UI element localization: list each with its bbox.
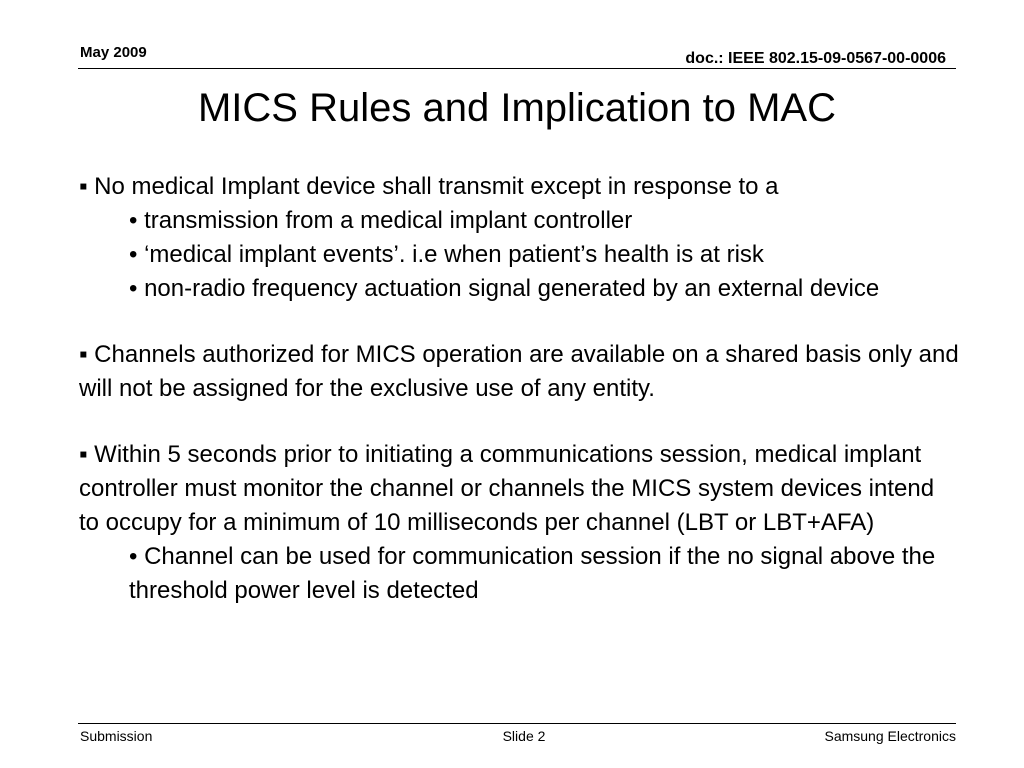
spacer (79, 306, 959, 338)
footer-submission: Submission (80, 728, 153, 744)
slide-body (79, 170, 959, 608)
slide-title: MICS Rules and Implication to MAC (197, 86, 836, 130)
bullet-1-sub-2: • ‘medical implant events’. i.e when patient’s health is at risk (129, 241, 764, 268)
spacer (79, 406, 959, 438)
bullet-1-sub-3: • non-radio frequency actuation signal generated by an external device (129, 275, 880, 302)
bullet-1-sub-1: • transmission from a medical implant controller (129, 207, 633, 234)
bullet-3: ▪ Within 5 seconds prior to initiating a communications session, medical implant controller must monitor the channel or channels the MICS system devices intend to occupy for a minimum of 10 milliseconds per channel (LBT or LBT+AFA) (79, 441, 935, 536)
footer-slide-number: Slide 2 (502, 728, 546, 744)
header-divider (78, 68, 956, 69)
bullet-2: ▪ Channels authorized for MICS operation are available on a shared basis only and will not be assigned for the exclusive use of any entity. (79, 341, 959, 402)
bullet-3-sub-1: • Channel can be used for communication session if the no signal above the threshold power level is detected (129, 543, 936, 604)
bullet-1: ▪ No medical Implant device shall transmit except in response to a (79, 173, 779, 200)
footer-company: Samsung Electronics (824, 728, 956, 744)
header-date: May 2009 (80, 44, 147, 61)
footer-divider (78, 723, 956, 724)
header-doc-id: doc.: IEEE 802.15-09-0567-00-0006 (685, 50, 946, 67)
